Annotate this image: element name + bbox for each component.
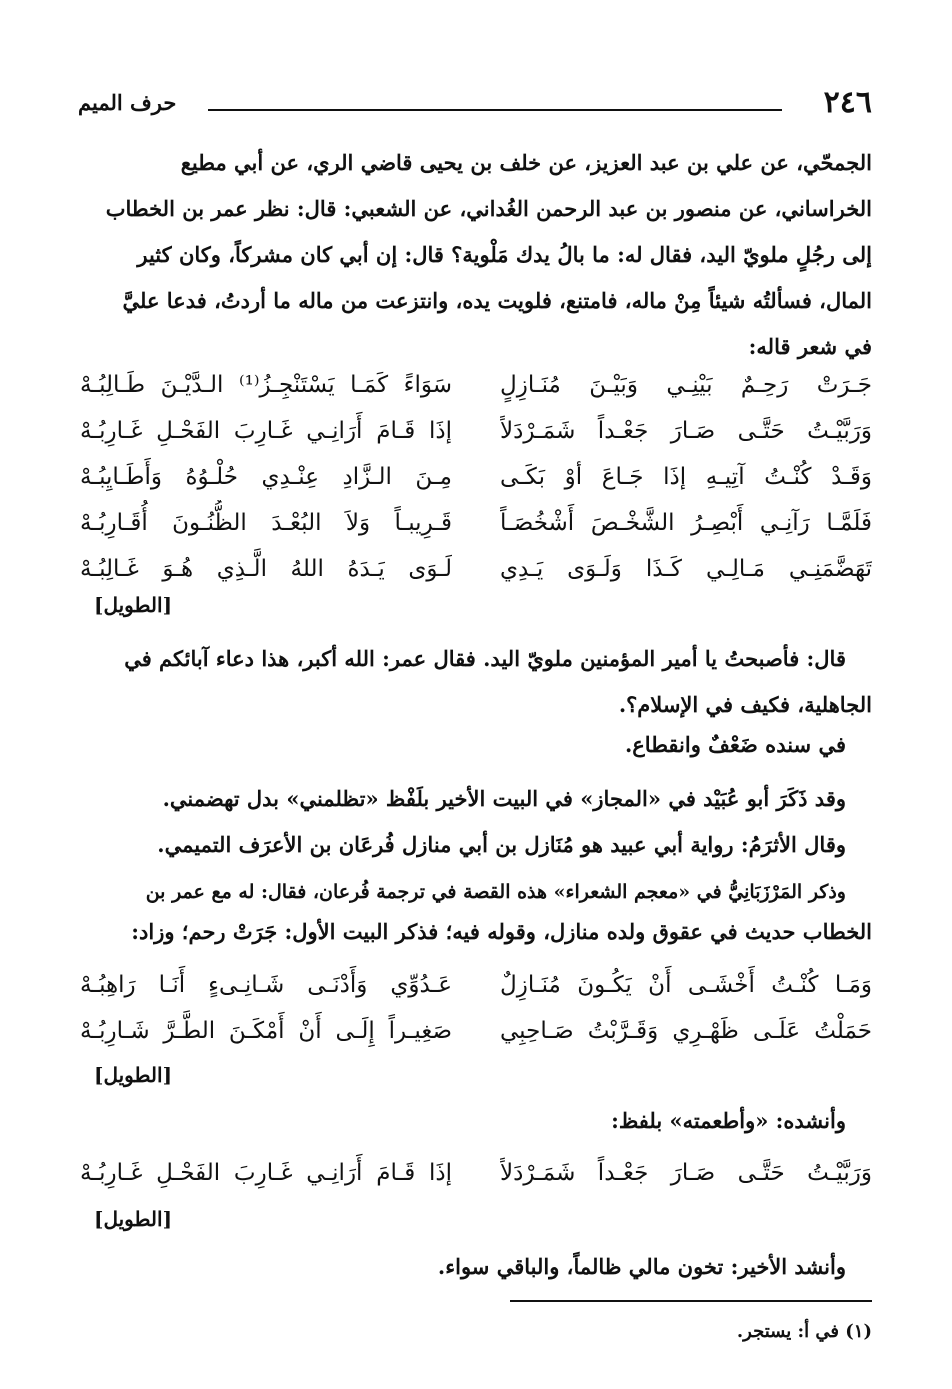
page-number: ٢٤٦ — [823, 85, 872, 120]
variant-intro-text: وأنشده: «وأطعمته» بلفظ: — [611, 1108, 846, 1133]
verse-line — [80, 408, 872, 454]
verse-first-hemistich: حَمَلْتُ عَلَـى ظَهْـرِي وَقَـرَّبْتُ صَـاحِبِي — [500, 1018, 872, 1044]
verse-line — [80, 1150, 872, 1196]
closing-note-text: وأنشد الأخير: تخون مالي ظالماً، والباقي سواء. — [437, 1254, 846, 1279]
abu-ubayd-note — [80, 776, 872, 822]
verse-second-hemistich: عَـدُوِّي وَأَدْنَـى شَـانِـىءٍ أَنَـا رَاهِبُـهْ — [80, 972, 452, 998]
closing-note — [80, 1244, 872, 1290]
intro-paragraph — [80, 140, 872, 370]
verse-line — [80, 962, 872, 1008]
marzubani-line: الخطاب حديث في عقوق ولده منازل، وقوله فيه؛ فذكر البيت الأول: جَرَتْ رحم؛ وزاد: — [131, 919, 872, 944]
verse-second-hemistich: قَـرِيبـاً وَلاَ البُعْـدَ الظُّنُـونَ أُقَـارِبُـهْ — [80, 510, 452, 536]
verse-first-hemistich: وَقَـدْ كُنْـتُ آتِيـهِ إذَا جَـاعَ أوْ بَكَـى — [500, 464, 872, 490]
verse-line — [80, 454, 872, 500]
header-rule — [208, 109, 782, 111]
running-title: حرف الميم — [78, 90, 177, 115]
verse-first-hemistich: جَـرَتْ رَحِـمٌ بَيْنِـي وَبَيْـنَ مُنَـازِلٍ — [500, 372, 872, 398]
poem-3 — [80, 1150, 872, 1196]
verse-second-hemistich: صَغِيـراً إِلَـى أَنْ أَمْكَـنَ الطَّـرَّ شَـارِبُـهْ — [80, 1018, 452, 1044]
verse-line — [80, 362, 872, 408]
verse-first-hemistich: وَرَبَّيْـتُ حَتَّـى صَـارَ جَعْـداً شَمَـرْدَلاً — [500, 1160, 872, 1186]
verse-line — [80, 500, 872, 546]
verse-second-hemistich: مِـنَ الـزَّادِ عِنْـدِي حُلْـوُهُ وَأَطَـايِبُـهْ — [80, 464, 452, 490]
marzubani-note — [80, 872, 872, 952]
meter-label: [الطويل] — [94, 1063, 173, 1087]
verse-first-hemistich: تَهَضَّمَنِـي مَـالِـي كَـذَا وَلَـوَى يَـدِي — [500, 556, 872, 582]
verse-second-hemistich: لَـوَى يَـدَهُ اللهُ الَّـذِي هُـوَ غَـالِبُـهْ — [80, 556, 452, 582]
verse-first-hemistich: وَمَـا كُنْـتُ أَخْشَـى أَنْ يَكُـونَ مُنَـازِلٌ — [500, 972, 872, 998]
marzubani-line: وذكر المَرْزَبَانِيُّ في «معجم الشعراء» هذه القصة في ترجمة فُرعان، فقال: له مع عمر بن — [145, 881, 846, 903]
verse-second-hemistich: إذَا قَـامَ أَرَانِـي غَـارِبَ الفَحْـلِ غَـارِبُـهْ — [80, 1160, 452, 1186]
narration-line: الجاهلية، فكيف في الإسلام؟. — [618, 692, 872, 717]
poem-1 — [80, 362, 872, 592]
narration-line: قال: فأصبحتُ يا أمير المؤمنين ملويّ اليد. فقال عمر: الله أكبر، هذا دعاء آبائكم في — [124, 646, 846, 671]
intro-line: إلى رجُلٍ ملويّ اليد، فقال له: ما بالُ يدك مَلْوية؟ قال: إن أبي كان مشركاً، وكان كثير — [137, 242, 872, 267]
footnote: (١) في أ: يستجر. — [736, 1321, 872, 1342]
isnad-note — [80, 722, 872, 768]
verse-first-hemistich: وَرَبَّيْـتُ حَتَّـى صَـارَ جَعْـداً شَمَـرْدَلاً — [500, 418, 872, 444]
intro-line: في شعر قاله: — [748, 334, 872, 359]
page-header — [78, 86, 872, 126]
footnote-rule — [510, 1300, 872, 1302]
isnad-note-text: في سنده ضَعْفٌ وانقطاع. — [624, 732, 846, 757]
verse-second-hemistich: سَوَاءً كَمَـا يَسْتَنْجِـزُ⁽¹⁾ الـدَّيْـنَ طَـالِبُـهْ — [80, 372, 452, 398]
meter-label: [الطويل] — [94, 593, 173, 617]
variant-intro — [80, 1098, 872, 1144]
narration-paragraph — [80, 636, 872, 728]
abu-ubayd-note-text: وقد ذَكَرَ أبو عُبَيْد في «المجاز» في البيت الأخير بلَفْظ «تظلمني» بدل تهضمني. — [162, 786, 846, 811]
meter-label: [الطويل] — [94, 1207, 173, 1231]
verse-line — [80, 1008, 872, 1054]
athram-note-text: وقال الأثرَمُ: رواية أبي عبيد هو مُنَازل بن أبي منازل فُرعَان بن الأعرَف التميمي. — [157, 832, 846, 857]
athram-note — [80, 822, 872, 868]
intro-line: الخراساني، عن منصور بن عبد الرحمن الغُداني، عن الشعبي: قال: نظر عمر بن الخطاب — [105, 196, 872, 221]
intro-line: الجمحّي، عن علي بن عبد العزيز، عن خلف بن يحيى قاضي الري، عن أبي مطيع — [180, 150, 872, 175]
intro-line: المال، فسألتُه شيئاً مِنْ ماله، فامتنع، فلويت يده، وانتزعت من ماله ما أردتُ، فدعا عليَّ — [122, 288, 872, 313]
poem-2 — [80, 962, 872, 1054]
verse-first-hemistich: فَلَمَّـا رَآنِـي أَبْصِـرُ الشَّخْـصَ أَشْخُصَـاً — [500, 510, 872, 536]
verse-line — [80, 546, 872, 592]
verse-second-hemistich: إذَا قَـامَ أَرَانِـي غَـارِبَ الفَحْـلِ غَـارِبُـهْ — [80, 418, 452, 444]
